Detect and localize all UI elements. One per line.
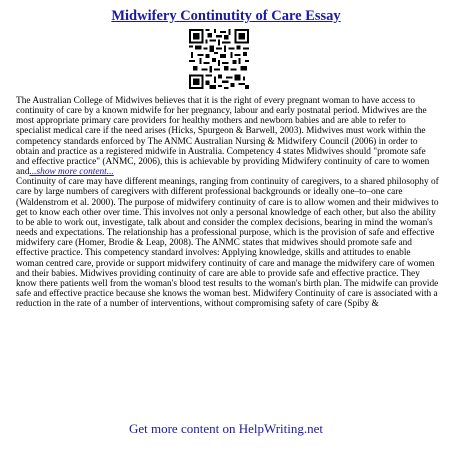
show-more-link[interactable]: ...show more content... xyxy=(29,167,114,178)
essay-paragraph-text: The Australian College of Midwives believes that it is the right of every pregnant woman to have access to continuity of care by a known midwife for her pregnancy, labour and early postnatal period. Midwives are the most appropriate primary care providers for healthy mothers and newborn babies and are able to refer to specialist medical care if the need arises (Hicks, Spurgeon & Barwell, 2003). Midwives must work within the competency standards enforced by The ANMC Australian Nursing & Midwifery Council (2006) in order to obtain and practice as a registered midwife in Australia. Competency 4 states Midwives should "promote safe and effective practice" (ANMC, 2006), this is achievable by providing Midwifery continuity of care to women and xyxy=(16,96,430,178)
document-title-link[interactable]: Midwifery Continutity of Care Essay xyxy=(111,8,341,24)
essay-paragraph: Continuity of care may have different meanings, ranging from continuity of caregivers, to a shared philosophy of care by large numbers of caregivers with different professional backgrounds or ideally one–to–one care (Waldenstrom et al. 2000). The purpose of midwifery continuity of care is to allow women and their midwives to get to know each other over time. This involves not only a personal knowledge of each other, but also the ability to be able to work out, investigate, talk about and consider the complex decisions, bearing in mind the woman's needs and expectations. The relationship has a professional purpose, which is the provision of safe and effective midwifery care (Homer, Brodie & Leap, 2008). The ANMC states that midwives should promote safe and effective practice. This competency standard involves: Applying knowledge, skills and attitudes to enable woman centred care, provide or support midwifery continuity of care and manage the midwifery care of women and their babies. Midwives providing continuity of care are able to provide safe and effective practice. They know there patients well from the woman's blood test results to the woman's birth plan. The midwife can provide safe and effective practice because she knows the woman best. Midwifery Continuity of care is associated with a reduction in the rate of a number of interventions, without compromising safety of care (Spiby & xyxy=(16,177,439,310)
qr-code-icon xyxy=(189,29,249,89)
essay-body xyxy=(16,96,440,309)
get-more-content-link[interactable]: Get more content on HelpWriting.net xyxy=(128,421,324,436)
essay-paragraph xyxy=(16,96,440,177)
